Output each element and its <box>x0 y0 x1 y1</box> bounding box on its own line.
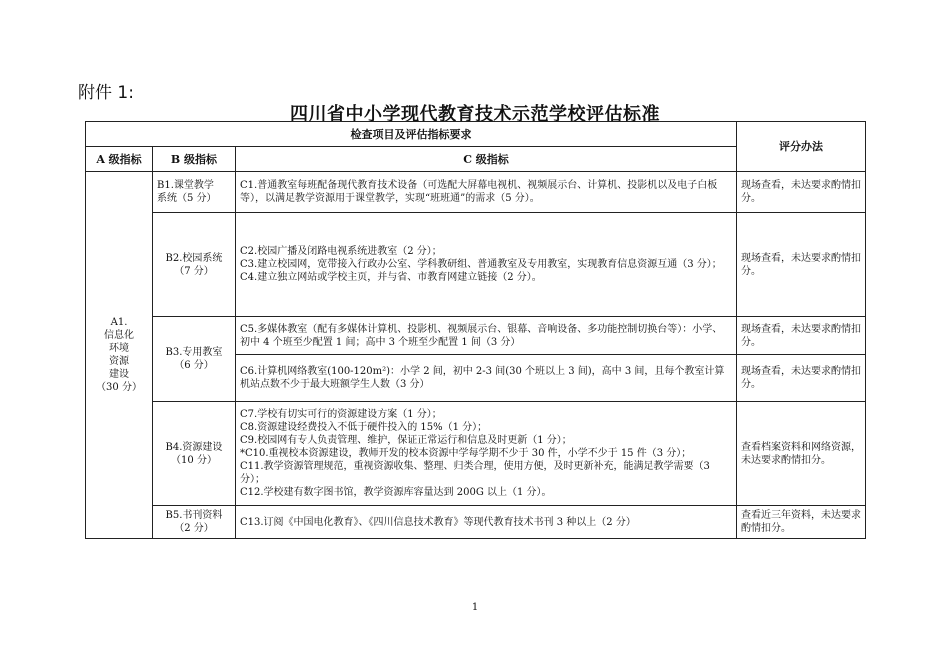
b3-cell <box>153 317 236 402</box>
b5-label: B5.书刊资料 <box>165 510 223 521</box>
c9-item: C9.校园网有专人负责管理、维护，保证正常运行和信息及时更新（1 分）； <box>240 435 572 446</box>
b5-score: （2 分） <box>174 523 214 534</box>
a1-line: 资源 <box>109 356 129 367</box>
c1-cell: C1.普通教室每班配备现代教育技术设备（可选配大屏幕电视机、视频展示台、计算机、投影机以及电子白板等），以满足教学资源用于课堂教学，实现“班班通”的需求（5 分）。 <box>236 172 737 213</box>
c6-cell: C6.计算机网络教室(100-120m²)：小学 2 间，初中 2-3 间(30 个班以上 3 间)，高中 3 间，且每个教室计算机站点数不少于最大班额学生人数（3 分） <box>236 355 737 402</box>
evaluation-table <box>85 121 866 539</box>
c8-item: C8.资源建设经费投入不低于硬件投入的 15%（1 分）； <box>240 422 488 433</box>
page-number: 1 <box>471 602 479 613</box>
b1-method: 现场查看，未达要求酌情扣分。 <box>737 172 866 213</box>
a1-line: 信息化 <box>104 330 134 341</box>
header-method: 评分办法 <box>737 122 866 172</box>
b2-c-cell <box>236 213 737 317</box>
c7-item: C7.学校有切实可行的资源建设方案（1 分）； <box>240 409 442 420</box>
page-title: 四川省中小学现代教育技术示范学校评估标准 <box>290 104 660 125</box>
b2-method: 现场查看，未达要求酌情扣分。 <box>737 213 866 317</box>
c10-item: *C10.重视校本资源建设，教师开发的校本资源中学每学期不少于 30 件，小学不少于 15 件（3 分）； <box>240 448 692 459</box>
b2-cell <box>153 213 236 317</box>
b4-cell <box>153 402 236 506</box>
b4-method: 查看档案资料和网络资源，未达要求酌情扣分。 <box>737 402 866 506</box>
b2-label: B2.校园系统 <box>165 252 223 264</box>
header-group: 检查项目及评估指标要求 <box>86 122 737 147</box>
c11-item: C11.教学资源管理规范，重视资源收集、整理、归类合理，使用方便，及时更新补充，能满足教学需要（3 分）； <box>240 461 710 485</box>
c5-method: 现场查看，未达要求酌情扣分。 <box>737 317 866 355</box>
b1-score: 系统（5 分） <box>157 193 217 204</box>
b4-score: （10 分） <box>171 454 217 466</box>
b1-label: B1.课堂教学 <box>157 180 214 191</box>
a1-cell <box>86 172 153 539</box>
c5-cell: C5.多媒体教室（配有多媒体计算机、投影机、视频展示台、银幕、音响设备、多功能控制切换台等）：小学、初中 4 个班至少配置 1 间；高中 3 个班至少配置 1 间（3 分） <box>236 317 737 355</box>
attachment-label: 附件 1: <box>78 83 134 103</box>
header-b: B 级指标 <box>153 147 236 172</box>
header-c: C 级指标 <box>236 147 737 172</box>
b3-label: B3.专用教室 <box>165 347 223 358</box>
header-a: A 级指标 <box>86 147 153 172</box>
b2-score: （7 分） <box>174 265 214 277</box>
c12-item: C12.学校建有数字图书馆，教学资源库容量达到 200G 以上（1 分）。 <box>240 487 552 498</box>
b3-score: （6 分） <box>174 360 214 371</box>
c13-cell: C13.订阅《中国电化教育》、《四川信息技术教育》等现代教育技术书刊 3 种以上（2 分） <box>236 506 737 539</box>
c6-method: 现场查看，未达要求酌情扣分。 <box>737 355 866 402</box>
a1-line: 建设 <box>109 369 129 380</box>
b5-cell <box>153 506 236 539</box>
c4-item: C4.建立独立网站或学校主页，并与省、市教育网建立链接（2 分）。 <box>240 272 542 283</box>
b5-method: 查看近三年资料，未达要求酌情扣分。 <box>737 506 866 539</box>
a1-line: A1. <box>110 317 128 328</box>
a1-line: 环境 <box>109 343 129 354</box>
b4-c-cell <box>236 402 737 506</box>
b4-label: B4.资源建设 <box>165 441 223 453</box>
a1-line: （30 分） <box>96 382 142 393</box>
c2-item: C2.校园广播及闭路电视系统进教室（2 分）； <box>240 246 442 257</box>
b1-cell <box>153 172 236 213</box>
c3-item: C3.建立校园网，宽带接入行政办公室、学科教研组、普通教室及专用教室，实现教育信息资源互通（3 分）； <box>240 259 722 270</box>
